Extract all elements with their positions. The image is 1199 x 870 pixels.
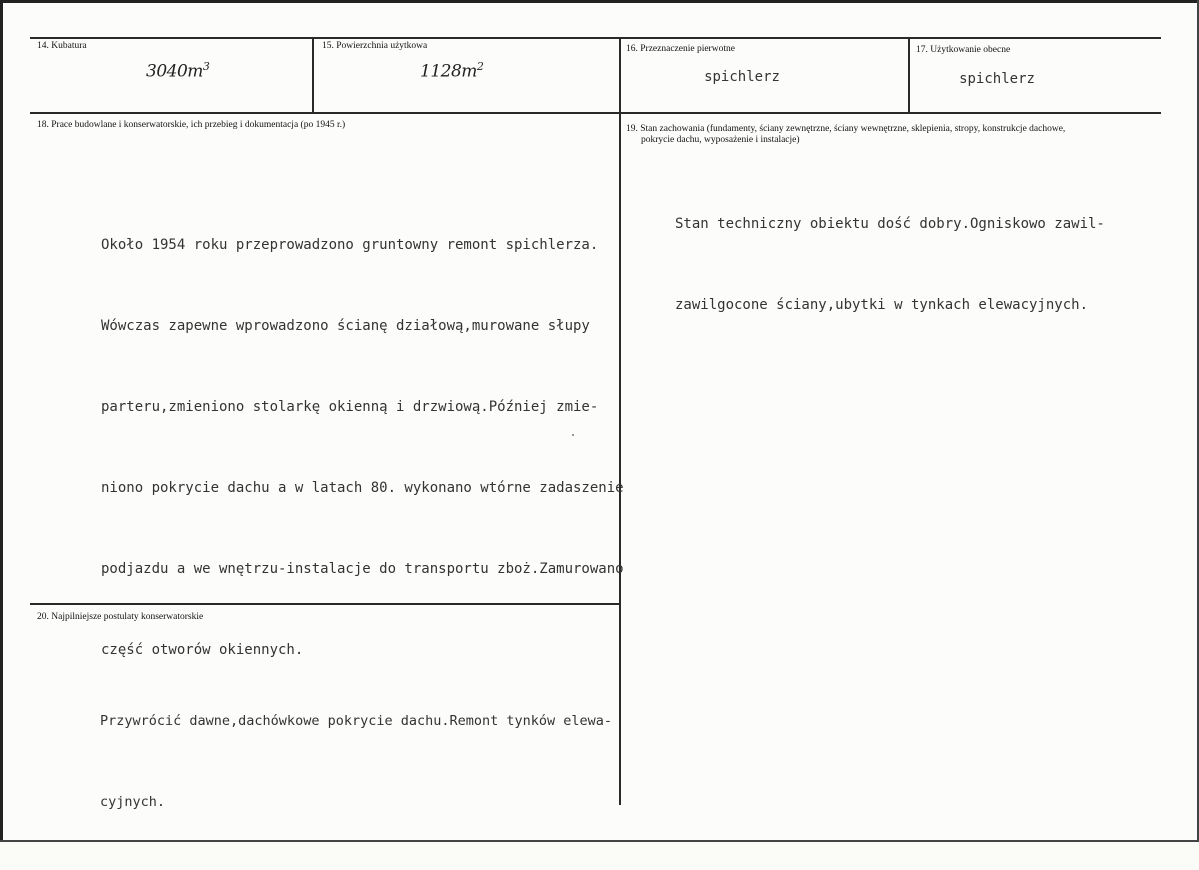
field-18-line: Wówczas zapewne wprowadzono ścianę działową,murowane słupy [101,318,590,334]
grid-line-row1 [30,112,1161,114]
field-20-line: cyjnych. [100,794,166,810]
field-19-label-line: pokrycie dachu, wyposażenie i instalacje) [641,135,800,145]
grid-line-top [30,37,1161,39]
field-18-line: niono pokrycie dachu a w latach 80. wykonano wtórne zadaszenie [101,480,624,496]
field-17-value: spichlerz [959,71,1035,87]
card-edge-left [0,0,3,842]
field-18-line: parteru,zmieniono stolarkę okienną i drzwiową.Później zmie- [101,399,599,415]
paper-speck [572,434,574,436]
field-14-value: $3040m^3$ [146,60,210,82]
field-18-text [101,178,624,718]
field-20-label: 20. Najpilniejsze postulaty konserwatorskie [37,612,204,622]
field-19-label [626,124,1065,146]
field-20-line: Przywrócić dawne,dachówkowe pokrycie dachu.Remont tynków elewa- [100,713,613,729]
field-19-line: Stan techniczny obiektu dość dobry.Ogniskowo zawil- [675,216,1105,232]
field-19-label-line: 19. Stan zachowania (fundamenty, ściany zewnętrzne, ściany wewnętrzne, sklepienia, stropy, konstrukcje dachowe, [626,124,1066,134]
field-14-label: 14. Kubatura [37,41,87,51]
card-edge-top [0,0,1199,3]
grid-line-col-16-17 [908,37,910,114]
field-16-label: 16. Przeznaczenie pierwotne [626,44,735,54]
field-15-value: $1128m^2$ [420,60,484,82]
field-18-line: Około 1954 roku przeprowadzono gruntowny remont spichlerza. [101,237,599,253]
field-15-label: 15. Powierzchnia użytkowa [322,41,428,51]
field-20-text [100,654,612,870]
field-17-label: 17. Użytkowanie obecne [916,45,1011,55]
field-19-line: zawilgocone ściany,ubytki w tynkach elewacyjnych. [675,297,1089,313]
field-18-label: 18. Prace budowlane i konserwatorskie, ich przebieg i dokumentacja (po 1945 r.) [37,120,346,130]
grid-line-col-14-15 [312,37,314,114]
field-19-text [675,157,1105,373]
field-18-line: podjazdu a we wnętrzu-instalacje do transportu zboż.Zamurowano [101,561,624,577]
field-16-value: spichlerz [704,69,780,85]
field-18-line: część otworów okiennych. [101,642,304,658]
